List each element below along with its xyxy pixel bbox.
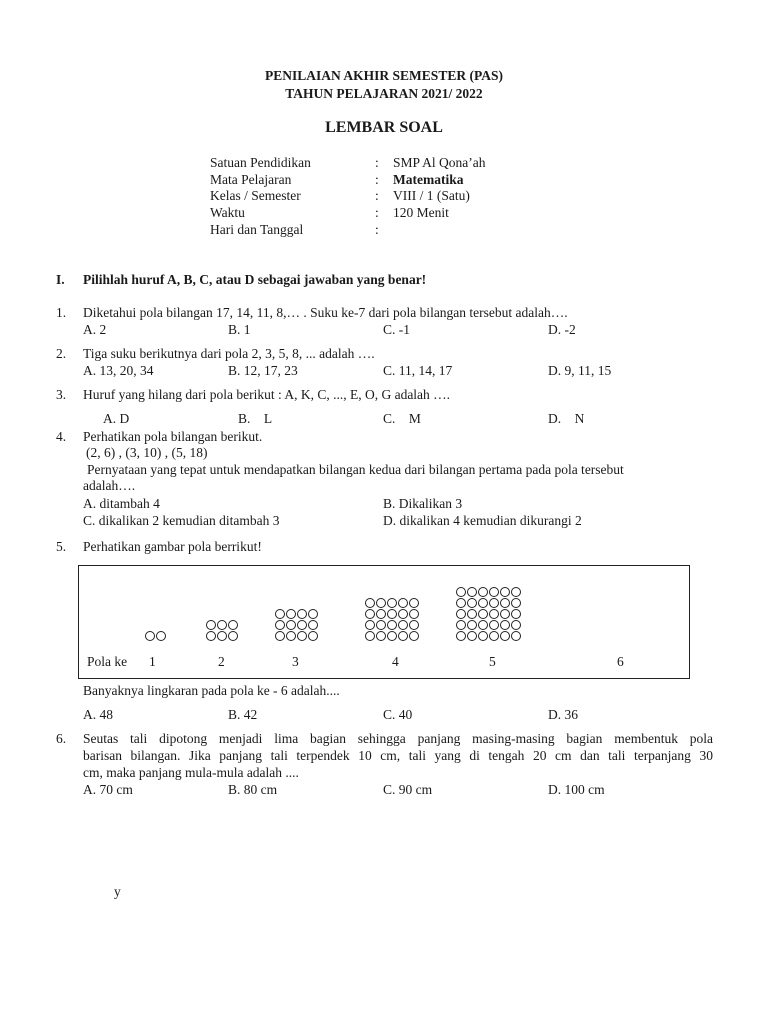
- pattern-circle: [478, 620, 488, 630]
- info-label: Mata Pelajaran: [210, 172, 292, 187]
- pattern-circle: [376, 620, 386, 630]
- pattern-circle: [145, 631, 155, 641]
- page-title: LEMBAR SOAL: [325, 119, 443, 136]
- question-number: 1.: [56, 305, 67, 320]
- pattern-circle: [286, 609, 296, 619]
- pattern-circle: [297, 620, 307, 630]
- option-d: D. 36: [548, 707, 578, 722]
- pattern-circle: [409, 620, 419, 630]
- question-text-line: Seutas tali dipotong menjadi lima bagian sehingga panjang masing-masing bagian membentuk pola: [83, 731, 713, 746]
- pattern-circle: [228, 631, 238, 641]
- question-number: 2.: [56, 346, 67, 361]
- info-separator: :: [375, 172, 379, 187]
- pattern-circle: [489, 631, 499, 641]
- pattern-circle: [409, 609, 419, 619]
- pattern-circle: [478, 598, 488, 608]
- pattern-number: 1: [149, 654, 156, 669]
- info-separator: :: [375, 155, 379, 170]
- option-b: B. 1: [228, 322, 251, 337]
- pattern-circle: [387, 598, 397, 608]
- pattern-circle: [456, 598, 466, 608]
- pattern-circle: [489, 598, 499, 608]
- pattern-circle: [387, 609, 397, 619]
- option-d: D. 100 cm: [548, 782, 605, 797]
- pattern-circle: [409, 631, 419, 641]
- option-c: C. M: [383, 411, 421, 426]
- pattern-circle: [511, 598, 521, 608]
- question-text: Huruf yang hilang dari pola berikut : A, K, C, ..., E, O, G adalah ….: [83, 387, 451, 402]
- pattern-circle: [297, 609, 307, 619]
- option-c: C. -1: [383, 322, 410, 337]
- pattern-circle: [156, 631, 166, 641]
- question-number: 6.: [56, 731, 67, 746]
- pattern-circle: [206, 620, 216, 630]
- academic-year: TAHUN PELAJARAN 2021/ 2022: [285, 86, 483, 101]
- pattern-circle: [206, 631, 216, 641]
- info-label: Satuan Pendidikan: [210, 155, 311, 170]
- pattern-circle: [511, 587, 521, 597]
- pattern-circle: [398, 631, 408, 641]
- pattern-circle: [275, 620, 285, 630]
- info-value: VIII / 1 (Satu): [393, 188, 470, 203]
- number-pairs: (2, 6) , (3, 10) , (5, 18): [86, 445, 208, 460]
- info-separator: :: [375, 205, 379, 220]
- pattern-circle: [365, 620, 375, 630]
- section-number: I.: [56, 272, 65, 287]
- pattern-circle: [365, 609, 375, 619]
- option-b: B. L: [238, 411, 273, 426]
- pattern-circle: [489, 620, 499, 630]
- pattern-figure: [78, 565, 690, 679]
- pattern-circle: [478, 587, 488, 597]
- pattern-circle: [511, 609, 521, 619]
- pattern-circle: [467, 609, 477, 619]
- footer-mark: y: [114, 884, 121, 899]
- option-a: A. 2: [83, 322, 107, 337]
- pattern-circle: [308, 620, 318, 630]
- pattern-circle: [228, 620, 238, 630]
- pattern-circle: [217, 631, 227, 641]
- pattern-circle: [456, 620, 466, 630]
- pattern-circle: [297, 631, 307, 641]
- info-separator: :: [375, 222, 379, 237]
- pattern-circle: [500, 631, 510, 641]
- pattern-circle: [478, 631, 488, 641]
- pattern-number: 3: [292, 654, 299, 669]
- pattern-circle: [275, 631, 285, 641]
- info-label: Hari dan Tanggal: [210, 222, 304, 237]
- question-number: 5.: [56, 539, 67, 554]
- pattern-circle: [456, 587, 466, 597]
- exam-heading: PENILAIAN AKHIR SEMESTER (PAS): [265, 68, 503, 83]
- pattern-circle: [467, 620, 477, 630]
- option-b: B. 42: [228, 707, 258, 722]
- pattern-circle: [376, 631, 386, 641]
- question-text: Perhatikan gambar pola berrikut!: [83, 539, 262, 554]
- question-text: Diketahui pola bilangan 17, 14, 11, 8,… . Suku ke-7 dari pola bilangan tersebut adalah….: [83, 305, 568, 320]
- pattern-circle: [489, 587, 499, 597]
- pattern-number: 6: [617, 654, 624, 669]
- pattern-circle: [308, 631, 318, 641]
- option-d: D. N: [548, 411, 585, 426]
- option-c: C. dikalikan 2 kemudian ditambah 3: [83, 513, 280, 528]
- option-c: C. 11, 14, 17: [383, 363, 453, 378]
- pattern-number: 2: [218, 654, 225, 669]
- question-number: 4.: [56, 429, 67, 444]
- option-b: B. 12, 17, 23: [228, 363, 298, 378]
- pattern-circle: [511, 620, 521, 630]
- question-number: 3.: [56, 387, 67, 402]
- pattern-circle: [365, 631, 375, 641]
- question-statement: Pernyataan yang tepat untuk mendapatkan bilangan kedua dari bilangan pertama pada pola tersebut: [87, 462, 624, 477]
- info-label: Kelas / Semester: [210, 188, 301, 203]
- pattern-circle: [409, 598, 419, 608]
- pattern-circle: [500, 587, 510, 597]
- pattern-circle: [286, 620, 296, 630]
- info-value: SMP Al Qona’ah: [393, 155, 486, 170]
- question-text: Perhatikan pola bilangan berikut.: [83, 429, 263, 444]
- option-a: A. 70 cm: [83, 782, 133, 797]
- pattern-circle: [467, 598, 477, 608]
- pattern-circle: [500, 620, 510, 630]
- pattern-circle: [376, 598, 386, 608]
- option-a: A. ditambah 4: [83, 496, 160, 511]
- pattern-label: Pola ke: [87, 654, 128, 669]
- pattern-circle: [478, 609, 488, 619]
- question-statement-cont: adalah….: [83, 478, 136, 493]
- info-value: Matematika: [393, 172, 464, 187]
- pattern-circle: [511, 631, 521, 641]
- pattern-circle: [456, 609, 466, 619]
- pattern-circle: [275, 609, 285, 619]
- option-d: D. 9, 11, 15: [548, 363, 612, 378]
- pattern-circle: [398, 609, 408, 619]
- question-text-line: barisan bilangan. Jika panjang tali terpendek 10 cm, tali yang di tengah 20 cm dan tali terpanjang 30: [83, 748, 713, 763]
- pattern-circle: [387, 631, 397, 641]
- pattern-circle: [308, 609, 318, 619]
- option-a: A. 48: [83, 707, 113, 722]
- option-a: A. 13, 20, 34: [83, 363, 154, 378]
- option-c: C. 90 cm: [383, 782, 433, 797]
- pattern-circle: [365, 598, 375, 608]
- pattern-circle: [217, 620, 227, 630]
- option-b: B. 80 cm: [228, 782, 278, 797]
- option-d: D. dikalikan 4 kemudian dikurangi 2: [383, 513, 582, 528]
- question-text: Tiga suku berikutnya dari pola 2, 3, 5, 8, ... adalah ….: [83, 346, 375, 361]
- pattern-number: 5: [489, 654, 496, 669]
- question-prompt: Banyaknya lingkaran pada pola ke - 6 adalah....: [83, 683, 340, 698]
- pattern-circle: [456, 631, 466, 641]
- pattern-number: 4: [392, 654, 399, 669]
- pattern-circle: [398, 598, 408, 608]
- pattern-circle: [467, 587, 477, 597]
- pattern-circle: [500, 609, 510, 619]
- option-d: D. -2: [548, 322, 576, 337]
- info-label: Waktu: [210, 205, 245, 220]
- info-separator: :: [375, 188, 379, 203]
- pattern-circle: [376, 609, 386, 619]
- option-c: C. 40: [383, 707, 413, 722]
- option-b: B. Dikalikan 3: [383, 496, 463, 511]
- info-value: 120 Menit: [393, 205, 449, 220]
- option-a: A. D: [103, 411, 130, 426]
- section-instruction: Pilihlah huruf A, B, C, atau D sebagai jawaban yang benar!: [83, 272, 427, 287]
- pattern-circle: [467, 631, 477, 641]
- pattern-circle: [489, 609, 499, 619]
- pattern-circle: [286, 631, 296, 641]
- pattern-circle: [387, 620, 397, 630]
- pattern-circle: [500, 598, 510, 608]
- question-text-line: cm, maka panjang mula-mula adalah ....: [83, 765, 299, 780]
- pattern-circle: [398, 620, 408, 630]
